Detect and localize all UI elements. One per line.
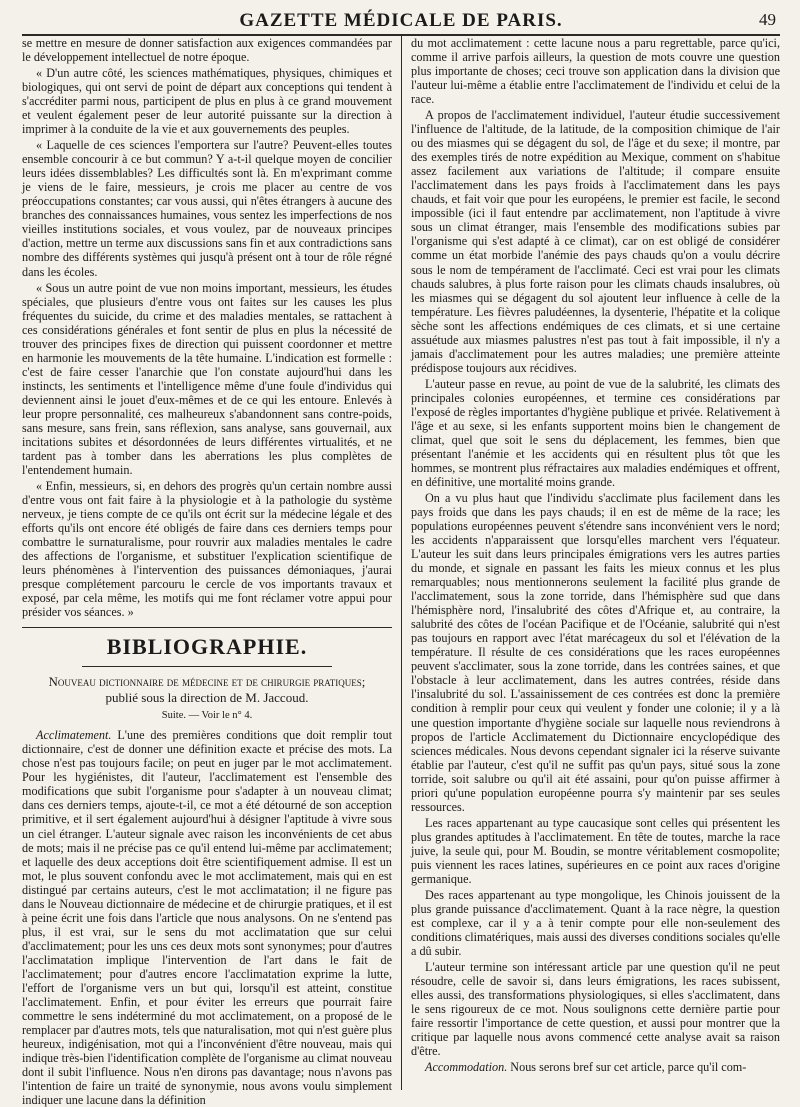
paragraph-text: L'une des premières conditions que doit remplir tout dictionnaire, c'est de donner une définition exacte et précise des mots. La chose n'est pas toujours facile; on peut en juger par le mot acclimatement. Pour les hygiénistes, dit l'auteur, l'acclimatement est l'ensemble des modifications que subit l'organisme pour s'adapter à un nouveau climat; dans ces derniers temps, ajoute-t-il, ce mot a été détourné de son acception primitive, et il sert également aujourd'hui à désigner l'aptitude à vivre sous un ciel étranger. L'auteur signale avec raison les inconvénients de cet abus de mots; mais il ne précise pas ce qu'il entend lui-même par acclimatement; et laquelle des deux acceptions doit être scientifiquement admise. Il est un mot, le plus souvent confondu avec le mot acclimatement, mais qui en est distingué par certains auteurs, c'est le mot acclimatation; il ne figure pas dans le Nouveau dictionnaire de médecine et de chirurgie pratiques, et il est à peine écrit une fois dans l'article que nous analysons. On ne s'entend pas plus, il est vrai, sur le sens du mot acclimatation que sur celui d'acclimatement; pour les uns ces deux mots sont synonymes; pour d'autres l'acclimatation implique l'intervention de l'art dans le fait de l'acclimatement; pour d'autres encore l'acclimatation exprime la lutte, l'effort de l'organisme vers un but qui, lorsqu'il est atteint, constitue l'acclimatement. Enfin, et pour éviter les erreurs que pourrait faire commettre le sens indéterminé du mot acclimatement, on a proposé de le remplacer par d'autres mots, tels que naturalisation, mot qui n'est guère plus heureux, indigénisation, mot qui a l'inconvénient d'être nouveau, mais qui indique très-bien l'identification complète de l'organisme au climat nouveau dont il subit l'influence. Nous n'en dirons pas davantage; nous n'avons pas l'intention de faire un traité de synonymie, nous avons voulu simplement indiquer une lacune dans la définition (22, 728, 392, 1107)
page-number: 49 (759, 10, 776, 29)
paragraph: « Enfin, messieurs, si, en dehors des progrès qu'un certain nombre aussi d'entre vous ont fait faire à la physiologie et à la pathologie du système nerveux, je tiens compte de ce qu'ils ont écrit sur la médecine légale et des efforts qu'ils ont encore été obligés de faire dans ces derniers temps pour combattre le surnaturalisme, pour rouvrir aux maladies mentales le cadre des affections de l'organisme, et substituer l'explication scientifique de leurs phénomènes à l'intervention des puissances démoniaques, j'aurai presque complétement parcouru le cercle de vos importants travaux et exposé, par cela même, les motifs qui me font réclamer votre appui pour présider vos séances. » (22, 478, 392, 620)
paragraph: « Laquelle de ces sciences l'emportera sur l'autre? Peuvent-elles toutes ensemble concourir à ce but commun? Y a-t-il quelque moyen de concilier leurs idées dissemblables? Les difficultés sont là. En m'exprimant comme je viens de le faire, messieurs, je crois me placer au centre de vos préoccupations constantes; car vous aussi, qui n'êtes étrangers à aucune des branches des connaissances humaines, vous sentez les imperfections de nos vieilles institutions sociales, et vous voulez, par de nouveaux principes d'action, mettre un terme aux discussions sans fin et aux contradictions sans nombre des différents systèmes qui jusqu'à présent ont à tour de rôle régné dans les écoles. (22, 138, 392, 279)
left-column (22, 36, 401, 1107)
paragraph: du mot acclimatement : cette lacune nous a paru regrettable, parce qu'ici, comme il arrive parfois ailleurs, la question de mots couvre une question plus importante de choses; ceci trouve son application dans la division que l'auteur lui-même a établie entre l'acclimatement de l'individu et celui de la race. (411, 36, 780, 107)
paragraph (411, 1060, 780, 1074)
section-divider (22, 627, 392, 628)
two-columns (22, 36, 780, 1107)
paragraph: Des races appartenant au type mongolique, les Chinois jouissent de la plus grande puissance d'acclimatement. Quant à la race nègre, la question est complexe, car il y a à tenir compte pour elle non-seulement des conditions climatériques, mais aussi des diverses conditions sociales qu'elle a dû subir. (411, 887, 780, 958)
paragraph: L'auteur passe en revue, au point de vue de la salubrité, les climats des principales colonies européennes, et termine ces considérations par l'exposé de règles importantes d'hygiène publique et privée. Relativement à l'âge et au sexe, si les enfants supportent moins bien le changement de climat, quel que soit le sens du déplacement, les femmes, bien que présentant l'anémie et les accidents qui en résultent plus tôt que les hommes, se montrent plus réfractaires aux maladies endémiques et offrent, en définitive, une mortalité moins grande. (411, 376, 780, 489)
entry-keyword: Acclimatement. (36, 728, 112, 743)
entry-keyword: Accommodation. (425, 1060, 508, 1075)
short-divider (82, 666, 332, 667)
book-title: Nouveau dictionnaire de médecine et de chirurgie pratiques; (48, 674, 366, 689)
paragraph: L'auteur termine son intéressant article par une question qu'il ne peut résoudre, celle de savoir si, dans leurs émigrations, les races subissent, elles aussi, des transformations physiologiques, si elles s'acclimatent, dans le sens rigoureux de ce mot. Nous soulignons cette dernière partie pour faire ressortir l'importance de cette question, et aussi pour montrer que la critique par laquelle nous avons commencé cette analyse avait sa raison d'être. (411, 960, 780, 1059)
paragraph: « D'un autre côté, les sciences mathématiques, physiques, chimiques et biologiques, qui ont servi de point de départ aux conceptions qui tendent à s'accréditer parmi nous, participent de plus en plus à ce grand mouvement et veulent également peser de leur autorité puissante sur la direction à imprimer à la conduite de la vie et aux gouvernements des peuples. (22, 66, 392, 137)
paragraph: se mettre en mesure de donner satisfaction aux exigences commandées par le développement intellectuel de notre époque. (22, 36, 392, 65)
paragraph: Les races appartenant au type caucasique sont celles qui présentent les plus grandes aptitudes à l'acclimatement. En tête de toutes, marche la race juive, la seule qui, pour M. Boudin, se montre véritablement cosmopolite; puis viennent les races latines, supérieures en ce point aux races d'origine germanique. (411, 815, 780, 886)
journal-title: GAZETTE MÉDICALE DE PARIS. (239, 10, 563, 31)
paragraph (22, 728, 392, 1107)
paragraph: « Sous un autre point de vue non moins important, messieurs, les études spéciales, que plusieurs d'entre vous ont faites sur les causes les plus fréquentes du suicide, du crime et des maladies mentales, se rattachent à ces considérations générales et font sentir de plus en plus la nécessité de trouver des principes fixes de direction qui puissent coordonner et mettre en harmonie les mouvements de la tête humaine. L'indication est formelle : c'est de faire cesser l'anarchie que l'on constate aujourd'hui dans les instincts, les sentiments et l'intelligence même d'une foule d'individus qui deviennent ainsi le jouet d'eux-mêmes et de ce qui les entoure. Enlevés à leur propre personnalité, ces malheureux s'abandonnent sans contre-poids, sans mesure, sans frein, sans réflexion, sans analyse, sans gouvernail, aux incitations subites et désordonnées de leurs différentes virtualités, et ne tardent pas à tomber dans les aberrations les plus complètes de l'entendement humain. (22, 280, 392, 477)
continuation-note: Suite. — Voir le n° 4. (161, 710, 253, 722)
paragraph-text: Nous serons bref sur cet article, parce qu'il com- (507, 1060, 747, 1075)
paragraph: A propos de l'acclimatement individuel, l'auteur étudie successivement l'influence de l'altitude, de la latitude, de la composition chimique de l'air ou des miasmes qui se dégagent du sol, de l'âge et du sexe; il montre, par des exemples tirés de notre expédition au Mexique, comment on s'habitue assez facilement aux variations de l'altitude; il compare ensuite l'acclimatement dans les pays froids à l'acclimatement dans les pays chauds, et fait voir que pour les européens, le premier est facile, le second impossible (ici il faut entendre par acclimatement, non l'aptitude à vivre sous un climat étranger, mais l'ensemble des modifications subies par l'organisme qui s'est adapté à ce climat), car on est obligé de considérer comme un état morbide l'anémie des pays chauds qu'on a voulu décrire sous le nom de tempérament de l'acclimaté. Ceci est vrai pour les climats chauds salubres, à plus forte raison pour les climats chauds insalubres, où les miasmes qui se dégagent du sol ajoutent leur influence à celle de la température. Les fièvres paludéennes, la dysenterie, l'hépatite et la colique sèche sont les affections endémiques de ces climats, et si une certaine assuétude aux miasmes palustres n'est pas tout à fait impossible, il n'y a jamais d'acclimatement pour les autres maladies; une première atteinte prédispose toujours aux récidives. (411, 108, 780, 375)
book-editor: publié sous la direction de M. Jaccoud. (105, 690, 309, 706)
section-title: BIBLIOGRAPHIE. (106, 634, 308, 660)
running-head (22, 8, 780, 36)
paragraph: On a vu plus haut que l'individu s'acclimate plus facilement dans les pays froids que dans les pays chauds; il en est de même de la race; les populations européennes peuvent s'étendre sans inconvénient vers le nord; les accidents n'apparaissent que lorsqu'elles marchent vers l'équateur. L'auteur les suit dans leurs principales émigrations vers les autres parties du monde, et signale en passant les faits les mieux connus et les plus remarquables; nous mentionnerons seulement la facilité plus grande de l'acclimatement, sous la zone torride, dans l'hémisphère sud que dans l'hémisphère nord, l'insalubrité des côtes d'Afrique et, au contraire, la salubrité des côtes de l'océan Pacifique et de l'Océanie, salubrité qui n'est pas toujours en rapport avec l'état marécageux du sol et l'élévation de la température. Il résulte de ces considérations que les races européennes peuvent s'acclimater, sous la zone torride, dans les contrées saines, et que l'obstacle à leur acclimatement, dans les autres contrées, réside dans l'insalubrité du sol. L'assainissement de ces contrées est donc la première condition à remplir pour ceux qui veulent y fonder une colonie; il y a là une question importante d'hygiène sociale sur laquelle nous reviendrons à propos de l'article Acclimatement du Dictionnaire encyclopédique des sciences médicales. Nous devons cependant signaler ici la réserve suivante établie par l'auteur, c'est qu'il ne suffit pas qu'un pays, situé sous la zone torride, soit salubre ou qu'il ait été assaini, pour qu'on puisse affirmer à priori qu'une population européenne pourra s'y maintenir par ses seules ressources. (411, 491, 780, 814)
right-column (401, 36, 780, 1090)
